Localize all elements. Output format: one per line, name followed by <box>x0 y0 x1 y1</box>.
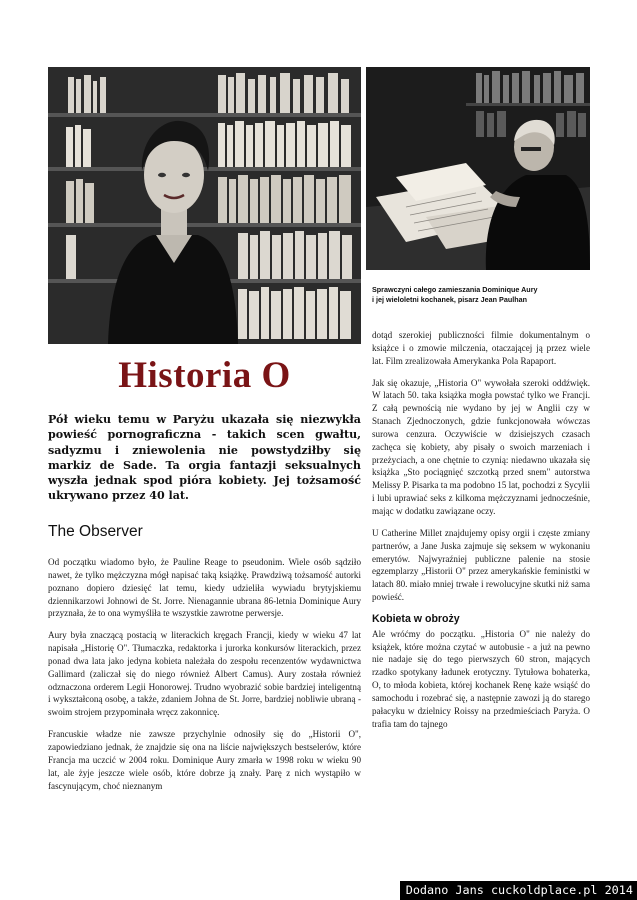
paragraph: Francuskie władze nie zawsze przychylnie odnosiły się do „Historii O", zapowiedziano jednak, że znajdzie się ona na liście największych bestselerów, które Francja ma uczcić w 2004 roku. Dominique Aury zmarła w 1998 roku w wieku 90 lat, ale żyje jeszcze wiele osób, które dobrze ją znały. Parę z nich wystąpiło w fascynującym, choć nieznanym <box>48 729 361 791</box>
article-title: Historia O <box>118 355 291 396</box>
watermark: Dodano Jans cuckoldplace.pl 2014 <box>400 881 637 900</box>
caption-line-1: Sprawczyni całego zamieszania Dominique Aury <box>372 285 538 294</box>
writer-at-desk-photo-icon <box>366 67 590 270</box>
paragraph: Od początku wiadomo było, że Pauline Reage to pseudonim. Wiele osób sądziło nawet, że tylko mężczyzna mógł napisać taką książkę. Prawdziwą tożsamość autorki poznano dopiero dziesięć lat temu, kiedy udzieliła wywiadu brytyjskiemu dziennikarzowi Johnowi de St. Jorre. Nienagannie ubrana 86-letnia Dominique Aury przyznała, że to ona wymyśliła te wszystkie zawrotne perwersje. <box>48 557 361 619</box>
paragraph: Ale wróćmy do początku. „Historia O" nie należy do książek, które można czytać w autobusie - a już na pewno nie nadaje się do tego pierwszych 60 stron, mających rzadko spotykany ładunek erotyczny. Tytułowa bohaterka, O, to młoda kobieta, której kochanek Renę każe wsiąść do samochodu i rozebrać się, a następnie zawozi ją do starego pałacyku w dzielnicy Roissy na przedmieściach Paryża. O trafia tam do tajnego <box>372 628 590 729</box>
portrait-photo <box>48 67 361 344</box>
portrait-photo-icon <box>48 67 361 344</box>
paragraph: Jak się okazuje, „Historia O" wywołała szeroki oddźwięk. W latach 50. taka książka mogła powstać tylko we Francji. Z całą pewnością nie wydano by jej w Anglii czy w Stanach Zjednoczonych, gdzie funkcjonowała wówczas surowa cenzura. Oczywiście w dzisiejszych czasach zachęca się kobiety, aby pisały o swoich marzeniach i przeżyciach, a one chętnie to czynią: niedawno ukazała się książka „Sto pociągnięć szczotką przed snem" autorstwa Melissy P. Pisarka ta ma podobno 15 lat, pochodzi z Sycylii i lubi uprawiać seks z kilkoma mężczyznami jednocześnie, mając w dodatku zawiązane oczy. <box>372 377 590 516</box>
right-column <box>372 329 590 739</box>
paragraph: U Catherine Millet znajdujemy opisy orgii i częste zmiany partnerów, a Jane Juska zajmuje się seksem w wykonaniu emerytów. Najwyraźniej publiczne palenie na stosie egzemplarzy „Historii O" przez amerykańskie feministki w latach 80. miało mniej trwałe i rewolucyjne skutki niż sama powieść. <box>372 527 590 603</box>
writer-at-desk-photo <box>366 67 590 270</box>
paragraph: dotąd szerokiej publiczności filmie dokumentalnym o książce i o zmowie milczenia, otaczającej ją przez wiele lat. Film zrealizowała Amerykanka Pola Rapaport. <box>372 330 590 366</box>
left-column <box>48 556 361 801</box>
article-lead: Pół wieku temu w Paryżu ukazała się niezwykła powieść pornograficzna - takich scen gwałtu, sadyzmu i zniewolenia nie powstydziłby się markiz de Sade. Ta orgia fantazji seksualnych wyszła jednak spod pióra kobiety. Jej tożsamość ukrywano przez 40 lat. <box>48 413 361 503</box>
section-heading: Kobieta w obroży <box>372 612 460 625</box>
photo-caption <box>372 285 594 305</box>
paragraph: Aury była znaczącą postacią w literackich kręgach Francji, kiedy w wieku 47 lat napisała „Historię O". Tłumaczka, redaktorka i jurorka konkursów literackich, przez ponad dwa lata jako jedyna kobieta należała do zespołu recenzentów wydawnictwa Gallimard (zaliczał się do niego również Albert Camus). Aury została również odznaczona orderem Legii Honorowej. Trudno wyobrazić sobie bardziej inteligentną i wykształconą osobę, a także, zdaniem Johna de St. Jorre, bardziej nobliwie ubraną - swoim strojem przypominała wręcz zakonnicę. <box>48 630 361 718</box>
caption-line-2: i jej wieloletni kochanek, pisarz Jean Paulhan <box>372 295 527 304</box>
source-heading: The Observer <box>48 523 143 540</box>
